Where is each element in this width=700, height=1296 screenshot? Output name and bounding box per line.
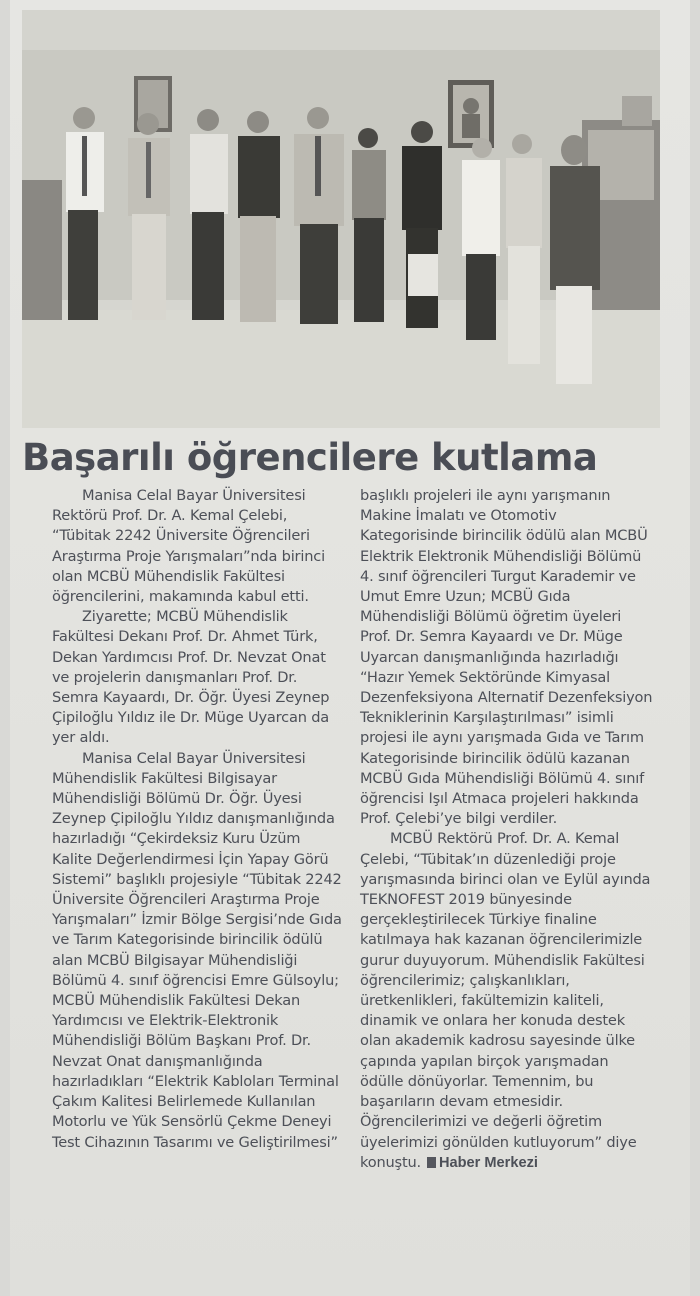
byline: Haber Merkezi [438,1154,538,1171]
article-paragraph: Ziyarette; MCBÜ Mühendislik Fakültesi Dekanı Prof. Dr. Ahmet Türk, Dekan Yardımcısı Prof. Dr. Nevzat Onat ve projelerin danışmanları Prof. Dr. Semra Kayaardı, Dr. Öğr. Üyesi Zeynep Çipiloğlu Yıldız ile Dr. Müge Uyarcan da yer aldı. [52,608,330,747]
group-photo [22,10,660,428]
square-bullet-icon [427,1157,436,1168]
article-right-column [360,486,656,1173]
article-paragraph-text: MCBÜ Rektörü Prof. Dr. A. Kemal Çelebi, “Tübitak’ın düzenlediği proje yarışmasında birinci olan ve Eylül ayında TEKNOFEST 2019 bünyesinde gerçekleştirilecek Türkiye finaline katılmaya hak kazanan öğrencilerimizle gurur duyuyorum. Mühendislik Fakültesi öğrencilerimiz; çalışkanlıkları, üretkenlikleri, fakültemizin kaliteli, dinamik ve onlara her konuda destek olan akademik kadrosu sayesinde ülke çapında yapılan birçok yarışmadan ödülle dönüyorlar. Temennim, bu başarıların devam etmesidir. Öğrencilerimizi ve değerli öğretim üyelerimizi gönülden kutluyorum” diye konuştu. [360,830,651,1171]
headline: Başarılı öğrencilere kutlama [22,436,598,479]
article-paragraph-final [360,829,656,1172]
article-paragraph: Manisa Celal Bayar Üniversitesi Rektörü Prof. Dr. A. Kemal Çelebi, “Tübitak 2242 Üniversite Öğrencileri Araştırma Proje Yarışmaları”nda birinci olan MCBÜ Mühendislik Fakültesi öğrencilerini, makamında kabul etti. [52,487,325,606]
article-paragraph: başlıklı projeleri ile aynı yarışmanın Makine İmalatı ve Otomotiv Kategorisinde birincilik ödülü alan MCBÜ Elektrik Elektronik Mühendisliği Bölümü 4. sınıf öğrencileri Turgut Karademir ve Umut Emre Uzun; MCBÜ Gıda Mühendisliği Bölümü öğretim üyeleri Prof. Dr. Semra Kayaardı ve Dr. Müge Uyarcan danışmanlığında hazırladığı “Hazır Yemek Sektöründe Kimyasal Dezenfeksiyona Alternatif Dezenfeksiyon Tekniklerinin Karşılaştırılması” isimli projesi ile aynı yarışmada Gıda ve Tarım Kategorisinde birincilik ödülü kazanan MCBÜ Gıda Mühendisliği Bölümü 4. sınıf öğrencisi Işıl Atmaca projeleri hakkında Prof. Çelebi’ye bilgi verdiler. [360,487,653,828]
group-photo-icon [22,10,660,428]
article-paragraph: Manisa Celal Bayar Üniversitesi Mühendislik Fakültesi Bilgisayar Mühendisliği Bölümü Dr. Öğr. Üyesi Zeynep Çipiloğlu Yıldız danışmanlığında hazırladığı “Çekirdeksiz Kuru Üzüm Kalite Değerlendirmesi İçin Yapay Görü Sistemi” başlıklı projesiyle “Tübitak 2242 Üniversite Öğrencileri Araştırma Proje Yarışmaları” İzmir Bölge Sergisi’nde Gıda ve Tarım Kategorisinde birincilik ödülü alan MCBÜ Bilgisayar Mühendisliği Bölümü 4. sınıf öğrencisi Emre Gülsoylu; MCBÜ Mühendislik Fakültesi Dekan Yardımcısı ve Elektrik-Elektronik Mühendisliği Bölüm Başkanı Prof. Dr. Nevzat Onat danışmanlığında hazırladıkları “Elektrik Kabloları Terminal Çakım Kalitesi Belirlemede Kullanılan Motorlu ve Yük Sensörlü Çekme Deneyi Test Cihazının Tasarımı ve Geliştirilmesi” [52,749,342,1151]
article-left-column [52,486,342,1153]
